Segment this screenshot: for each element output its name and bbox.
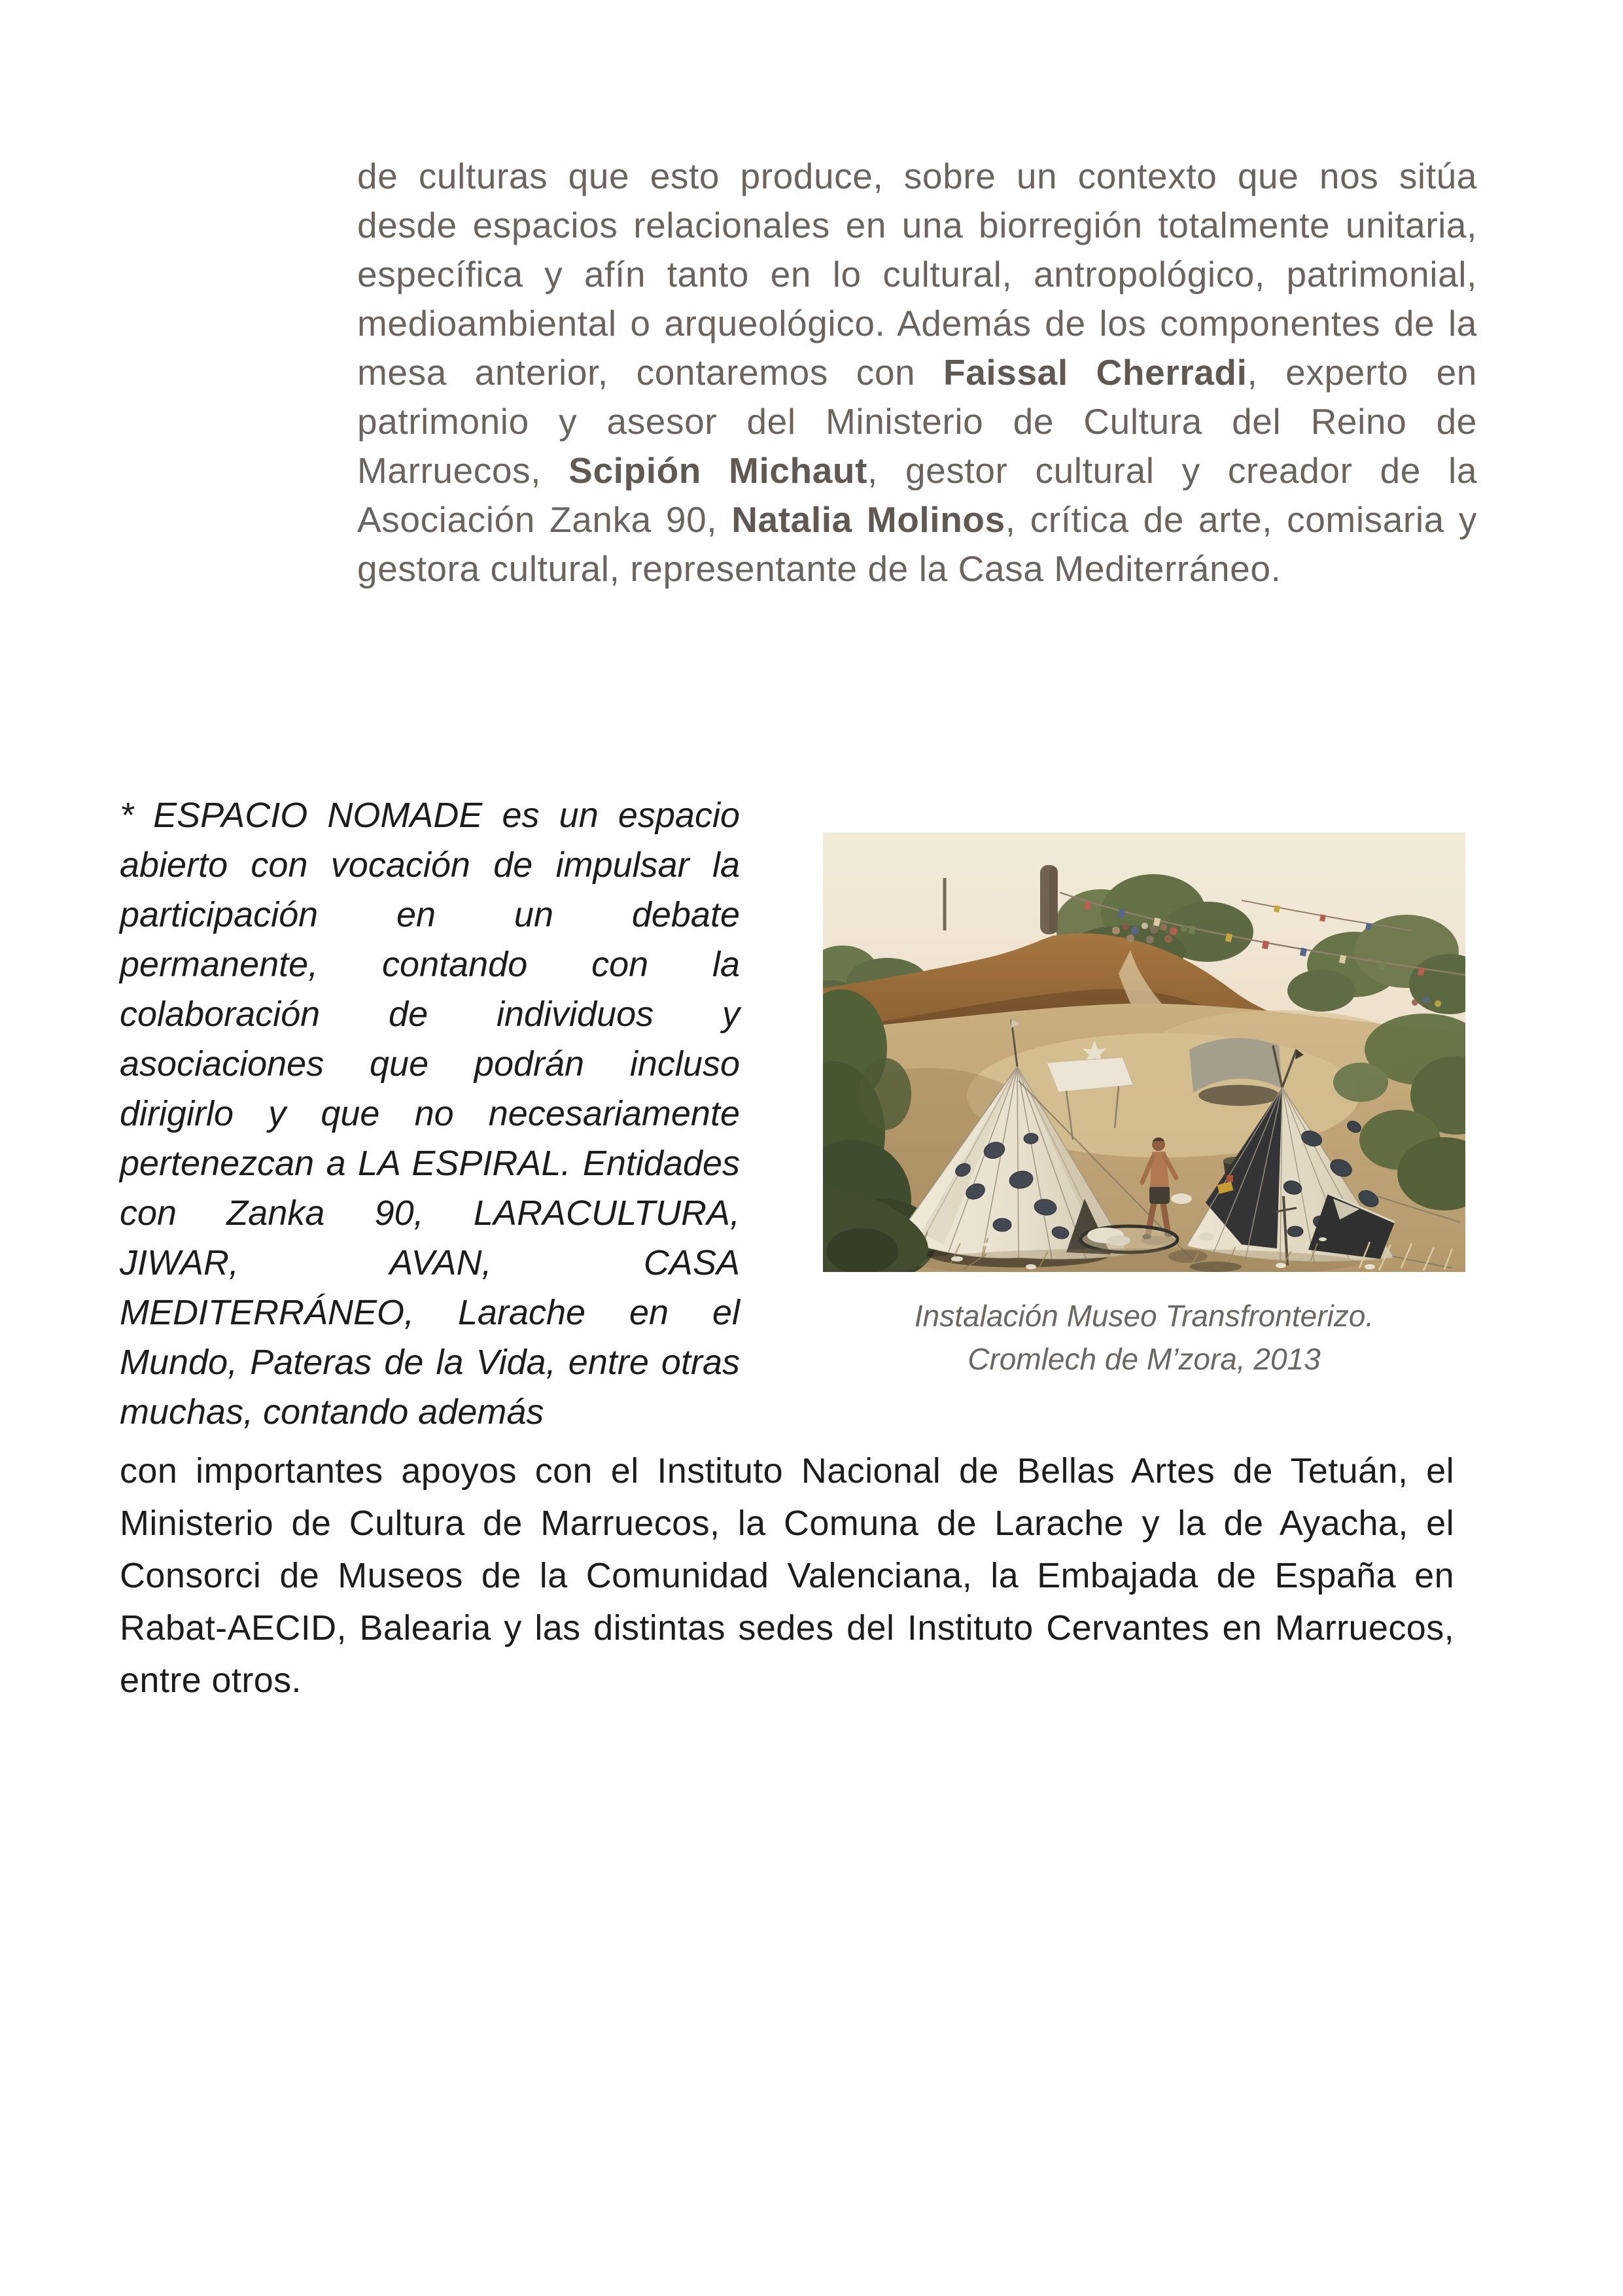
- photo-caption-line2: Cromlech de M’zora, 2013: [968, 1342, 1321, 1376]
- installation-photo-figure: [823, 832, 1465, 1381]
- espacio-nomade-note: * ESPACIO NOMADE es un espacio abierto con vocación de impulsar la participación en un debate permanente, contando con la colaboración de individuos y asociaciones que podrán incluso dirigirlo y que no necesariamente pertenezcan a LA ESPIRAL. Entidades con Zanka 90, LARACULTURA, JIWAR, AVAN, CASA MEDITERRÁNEO, Larache en el Mundo, Pateras de la Vida, entre otras muchas, contando además: [120, 796, 740, 1432]
- photo-caption-line1: Instalación Museo Transfronterizo.: [914, 1299, 1374, 1333]
- intro-paragraph: de culturas que esto produce, sobre un contexto que nos sitúa desde espacios relacionales en una biorregión totalmente unitaria, específica y afín tanto en lo cultural, antropológico, patrimonial, medioambiental o arqueológico. Además de los componentes de la mesa anterior, contaremos con Faissal Cherradi, experto en patrimonio y asesor del Ministerio de Cultura del Reino de Marruecos, Scipión Michaut, gestor cultural y creador de la Asociación Zanka 90, Natalia Molinos, crítica de arte, comisaria y gestora cultural, representante de la Casa Mediterráneo.: [357, 156, 1478, 589]
- closing-paragraph: con importantes apoyos con el Instituto Nacional de Bellas Artes de Tetuán, el Ministerio de Cultura de Marruecos, la Comuna de Larache y la de Ayacha, el Consorci de Museos de la Comunidad Valenciana, la Embajada de España en Rabat-AECID, Balearia y las distintas sedes del Instituto Cervantes en Marruecos, entre otros.: [120, 1451, 1454, 1700]
- photo-caption: [823, 1294, 1465, 1381]
- installation-photo: [823, 832, 1465, 1272]
